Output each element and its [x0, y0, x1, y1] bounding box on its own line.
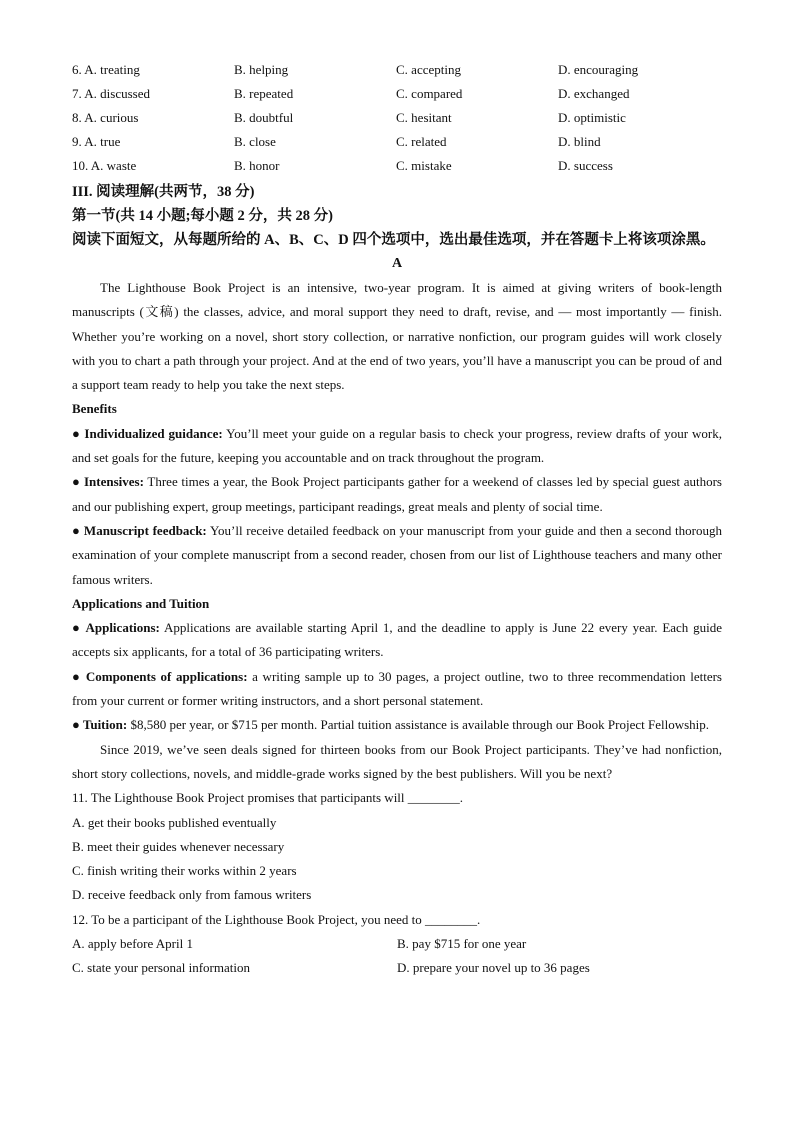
option-b: B. honor: [234, 158, 280, 173]
application-item: [72, 665, 722, 714]
option-d: D. blind: [558, 134, 601, 149]
passage-closing: Since 2019, we’ve seen deals signed for thirteen books from our Book Project participants. They’ve had nonfiction, short story collections, novels, and middle-grade works signed by the best publishers. Will you be next?: [72, 741, 722, 781]
option-row-8: [72, 108, 722, 132]
option-a: 8. A. curious: [72, 110, 139, 125]
benefit-item: [72, 519, 722, 592]
option-row-6: [72, 60, 722, 84]
benefits-heading: Benefits: [72, 401, 117, 417]
answer-option-b: B. meet their guides whenever necessary: [72, 838, 285, 854]
option-a: 9. A. true: [72, 134, 121, 149]
option-c: C. compared: [396, 86, 463, 101]
option-b: B. repeated: [234, 86, 294, 101]
benefit-text: Three times a year, the Book Project participants gather for a weekend of classes led by special guest authors and our publishing expert, group meetings, participant readings, great meals and plenty of social time.: [72, 474, 722, 514]
previous-options-grid: [72, 60, 722, 180]
answer-option-a: A. get their books published eventually: [72, 814, 277, 830]
option-d: D. exchanged: [558, 86, 630, 101]
option-d: D. encouraging: [558, 62, 639, 77]
option-row-7: [72, 84, 722, 108]
benefit-label: ● Individualized guidance:: [72, 425, 223, 441]
part-title: 第一节(共 14 小题;每小题 2 分，共 28 分): [72, 208, 333, 224]
application-text: $8,580 per year, or $715 per month. Partial tuition assistance is available through our Book Project Fellowship.: [127, 717, 710, 733]
application-text: Applications are available starting April 1, and the deadline to apply is June 22 every year. Each guide accepts six applicants, for a total of 36 participating writers.: [72, 620, 722, 660]
instructions: 阅读下面短文，从每题所给的 A、B、C、D 四个选项中，选出最佳选项，并在答题卡上将该项涂黑。: [72, 232, 715, 248]
application-item: [72, 616, 722, 665]
application-label: ● Components of applications:: [72, 668, 248, 684]
benefit-item: [72, 422, 722, 471]
option-b: B. helping: [234, 62, 289, 77]
section-title: III. 阅读理解(共两节，38 分): [72, 184, 255, 200]
option-d: D. optimistic: [558, 110, 626, 125]
question-12: [72, 908, 722, 981]
answer-row: [72, 932, 722, 956]
option-c: C. accepting: [396, 62, 461, 77]
answer-option-a: A. apply before April 1: [72, 936, 193, 952]
option-c: C. hesitant: [396, 110, 452, 125]
option-a: 10. A. waste: [72, 158, 137, 173]
question-11: [72, 786, 722, 907]
option-b: B. doubtful: [234, 110, 294, 125]
benefit-item: [72, 470, 722, 519]
application-label: ● Tuition:: [72, 717, 128, 733]
question-stem: 11. The Lighthouse Book Project promises that participants will ________.: [72, 790, 464, 806]
answer-option-d: D. prepare your novel up to 36 pages: [397, 960, 590, 976]
exam-page: [72, 60, 722, 981]
applications-heading: Applications and Tuition: [72, 595, 210, 611]
benefit-text: You’ll receive detailed feedback on your manuscript from your guide and then a second thorough examination of your complete manuscript from a second reader, chosen from our list of Lighthouse teachers and many other famous writers.: [72, 522, 722, 587]
passage-letter: A: [391, 256, 403, 271]
option-c: C. mistake: [396, 158, 452, 173]
option-row-10: [72, 156, 722, 180]
option-c: C. related: [396, 134, 447, 149]
option-d: D. success: [558, 158, 613, 173]
option-a: 7. A. discussed: [72, 86, 150, 101]
benefit-text: You’ll meet your guide on a regular basis to check your progress, review drafts of your work, and set goals for the future, keeping you accountable and on track throughout the program.: [72, 425, 722, 466]
answer-option-b: B. pay $715 for one year: [397, 936, 527, 952]
application-item: [72, 713, 722, 737]
benefit-label: ● Intensives:: [72, 474, 144, 490]
passage-intro: The Lighthouse Book Project is an intensive, two-year program. It is aimed at giving writers of book-length manuscripts (文稿) the classes, advice, and moral support they need to draft, revise, and — most importantly — finish. Whether you’re working on a novel, short story collection, or narrative nonfiction, our program guides will work closely with you to chart a path through your project. And at the end of two years, you’ll have a manuscript you can be proud of and a support team ready to help you take the next steps.: [72, 280, 722, 393]
answer-option-d: D. receive feedback only from famous writers: [72, 887, 312, 903]
answer-option-c: C. state your personal information: [72, 960, 250, 976]
option-b: B. close: [234, 134, 276, 149]
application-label: ● Applications:: [72, 620, 160, 636]
option-a: 6. A. treating: [72, 62, 140, 77]
answer-row: [72, 956, 722, 980]
answer-option-c: C. finish writing their works within 2 years: [72, 863, 297, 879]
question-stem: 12. To be a participant of the Lighthouse Book Project, you need to ________.: [72, 911, 481, 927]
application-text: a writing sample up to 30 pages, a project outline, two to three recommendation letters from your current or former writing instructors, and a short personal statement.: [72, 668, 722, 709]
benefit-label: ● Manuscript feedback:: [72, 522, 207, 538]
option-row-9: [72, 132, 722, 156]
